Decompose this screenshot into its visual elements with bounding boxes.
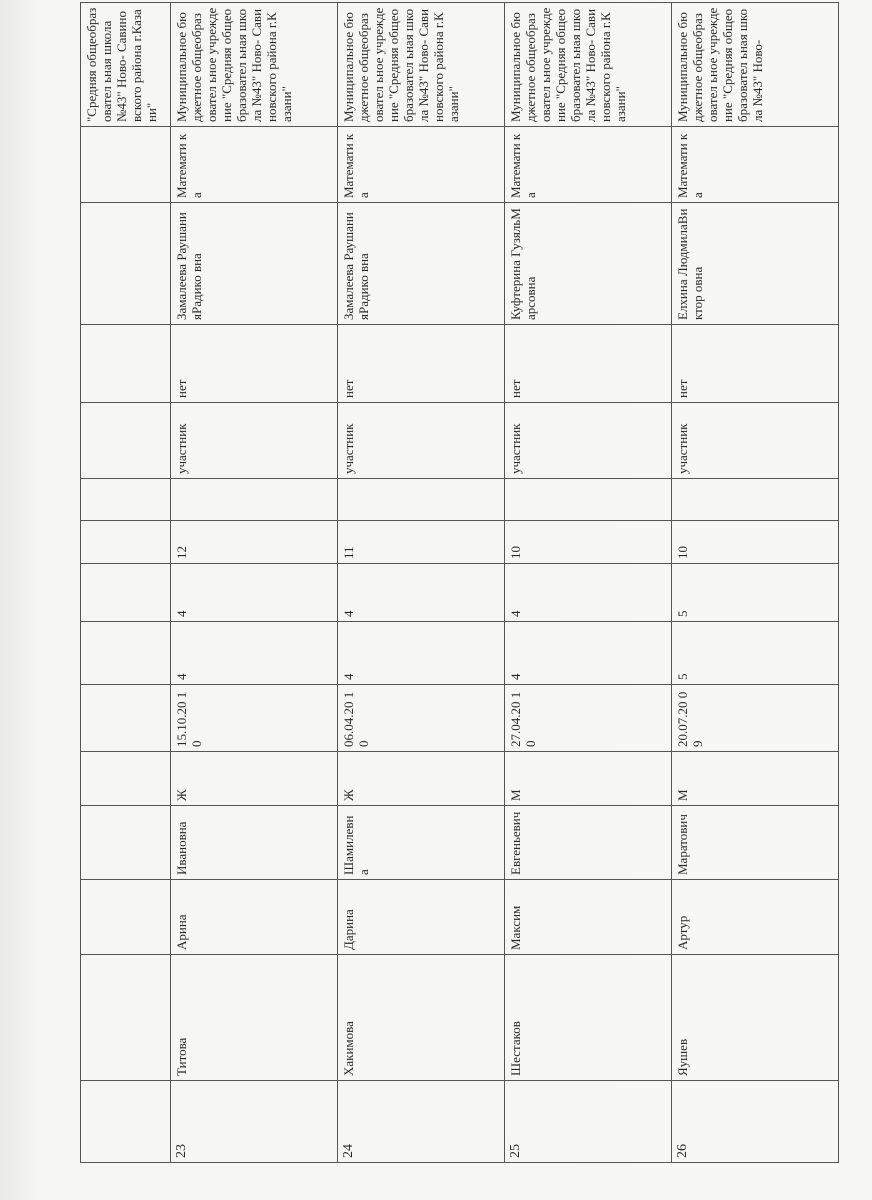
cell-blank: [81, 479, 171, 521]
cell-num: 24: [338, 1081, 505, 1163]
cell-score: 12: [171, 521, 338, 564]
cell-school: Муниципальное бюджетное общеобразовател ьное учреждение "Средняя общеобразовател ьная школа №43" Ново- Савиновского района г.Казани": [505, 3, 672, 127]
cell-score: 10: [672, 521, 839, 564]
cell-birth: 20.07.20 09: [672, 685, 839, 752]
cell-ovz: нет: [171, 325, 338, 403]
cell-surname: Титова: [171, 955, 338, 1081]
cell-num: 25: [505, 1081, 672, 1163]
table-row: [505, 3, 672, 1163]
cell-num: [81, 1081, 171, 1163]
cell-grade2: 5: [672, 564, 839, 622]
cell-score: 11: [338, 521, 505, 564]
cell-surname: [81, 955, 171, 1081]
cell-name: [81, 880, 171, 955]
cell-gender: М: [672, 752, 839, 806]
cell-surname: Шестаков: [505, 955, 672, 1081]
rotated-table-wrapper: [80, 7, 805, 1163]
cell-status: участник: [171, 403, 338, 479]
cell-gender: Ж: [171, 752, 338, 806]
cell-birth: 06.04.20 10: [338, 685, 505, 752]
cell-patronymic: Евгеньевич: [505, 806, 672, 880]
cell-ovz: [81, 325, 171, 403]
cell-patronymic: [81, 806, 171, 880]
cell-ovz: нет: [338, 325, 505, 403]
cell-status: участник: [672, 403, 839, 479]
cell-status: участник: [338, 403, 505, 479]
cell-grade2: 4: [338, 564, 505, 622]
cell-school: Муниципальное бюджетное общеобразовател ьное учреждение "Средняя общеобразовател ьная школа №43" Ново-: [672, 3, 839, 127]
cell-name: Дарина: [338, 880, 505, 955]
cell-blank: [672, 479, 839, 521]
cell-blank: [505, 479, 672, 521]
cell-num: 23: [171, 1081, 338, 1163]
cell-subject: [81, 127, 171, 203]
cell-gender: [81, 752, 171, 806]
cell-grade2: 4: [505, 564, 672, 622]
cell-gender: Ж: [338, 752, 505, 806]
cell-grade: 4: [505, 622, 672, 685]
cell-birth: 15.10.20 10: [171, 685, 338, 752]
cell-subject: Математи ка: [171, 127, 338, 203]
cell-birth: 27.04.20 10: [505, 685, 672, 752]
cell-gender: М: [505, 752, 672, 806]
cell-patronymic: Маратович: [672, 806, 839, 880]
cell-surname: Хакимова: [338, 955, 505, 1081]
table-row: [338, 3, 505, 1163]
cell-ovz: нет: [672, 325, 839, 403]
cell-status: [81, 403, 171, 479]
cell-teacher: Куфтерина ГузяльМарсовна: [505, 203, 672, 325]
cell-ovz: нет: [505, 325, 672, 403]
cell-grade: 5: [672, 622, 839, 685]
cell-grade: [81, 622, 171, 685]
cell-name: Арина: [171, 880, 338, 955]
cell-grade: 4: [338, 622, 505, 685]
cell-name: Максим: [505, 880, 672, 955]
cell-score: 10: [505, 521, 672, 564]
cell-school: Муниципальное бюджетное общеобразовател ьное учреждение "Средняя общеобразовател ьная школа №43" Ново- Савиновского района г.Казани": [338, 3, 505, 127]
cell-patronymic: Шамилевна: [338, 806, 505, 880]
cell-birth: [81, 685, 171, 752]
table-row: [672, 3, 839, 1163]
cell-status: участник: [505, 403, 672, 479]
cell-blank: [338, 479, 505, 521]
cell-surname: Яушев: [672, 955, 839, 1081]
cell-blank: [171, 479, 338, 521]
cell-teacher: Замалеева РаушанияРадико вна: [171, 203, 338, 325]
cell-subject: Математи ка: [505, 127, 672, 203]
cell-grade2: [81, 564, 171, 622]
cell-teacher: [81, 203, 171, 325]
cell-name: Артур: [672, 880, 839, 955]
table-row: [81, 3, 171, 1163]
cell-teacher: Замалеева РаушанияРадико вна: [338, 203, 505, 325]
cell-patronymic: Ивановна: [171, 806, 338, 880]
results-table: [80, 2, 839, 1163]
cell-school: Муниципальное бюджетное общеобразовател ьное учреждение "Средняя общеобразовател ьная школа №43" Ново- Савиновского района г.Казани": [171, 3, 338, 127]
cell-grade2: 4: [171, 564, 338, 622]
cell-score: [81, 521, 171, 564]
cell-subject: Математи ка: [338, 127, 505, 203]
cell-num: 26: [672, 1081, 839, 1163]
cell-subject: Математи ка: [672, 127, 839, 203]
cell-teacher: Елхина ЛюдмилаВиктор овна: [672, 203, 839, 325]
cell-grade: 4: [171, 622, 338, 685]
table-row: [171, 3, 338, 1163]
cell-school: "Средняя общеобразовател ьная школа №43" Ново- Савиновского района г.Казани": [81, 3, 171, 127]
